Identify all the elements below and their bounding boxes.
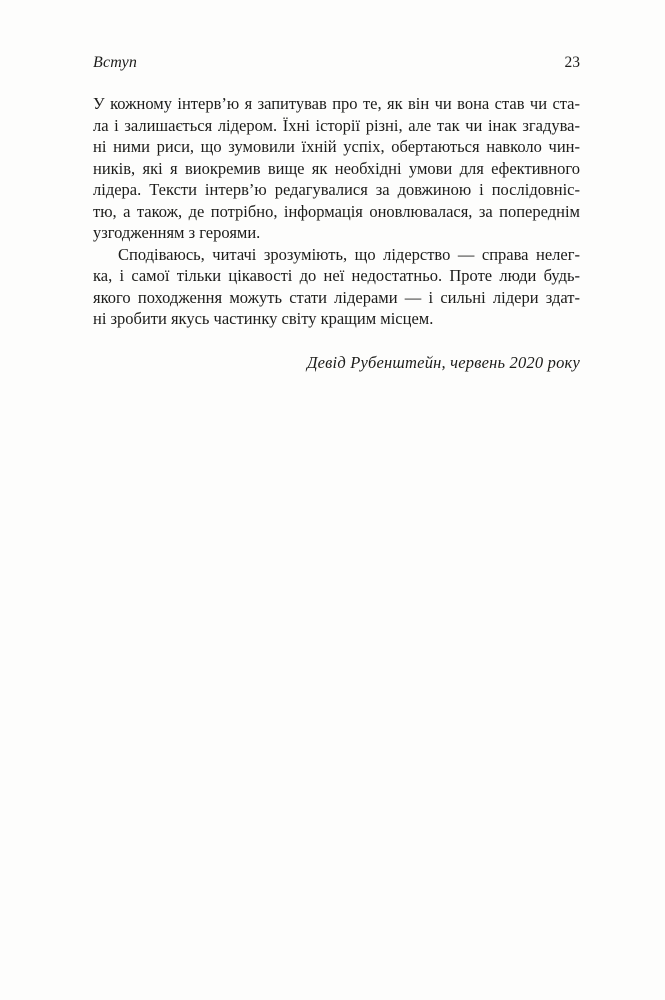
text-line: ників, які я виокремив вище як необхідні умови для ефективного <box>93 158 580 178</box>
text-line: тю, а також, де потрібно, інформація оновлювалася, за попереднім <box>93 201 580 221</box>
paragraph <box>93 244 580 330</box>
text-line: якого походження можуть стати лідерами — і сильні лідери здат- <box>93 287 580 307</box>
author-signature: Девід Рубенштейн, червень 2020 року <box>306 353 580 372</box>
page-number: 23 <box>564 54 580 71</box>
body-text <box>93 93 580 330</box>
text-line: лідера. Тексти інтерв’ю редагувалися за довжиною і послідовніс- <box>93 180 580 199</box>
page-header <box>93 54 580 72</box>
text-line: ні ними риси, що зумовили їхній успіх, обертаються навколо чин- <box>93 137 580 156</box>
paragraph <box>93 93 580 244</box>
text-line: У кожному інтерв’ю я запитував про те, як він чи вона став чи ста- <box>93 94 580 113</box>
text-line: ла і залишається лідером. Їхні історії різні, але так чи інак згадува- <box>93 115 580 135</box>
text-line: ні зробити якусь частинку світу кращим місцем. <box>93 309 434 328</box>
text-line: Сподіваюсь, читачі зрозуміють, що лідерство — справа нелег- <box>118 244 580 264</box>
text-line: узгодженням з героями. <box>93 223 261 242</box>
running-title: Вступ <box>93 54 138 71</box>
text-line: ка, і самої тільки цікавості до неї недостатньо. Проте люди будь- <box>93 266 580 285</box>
